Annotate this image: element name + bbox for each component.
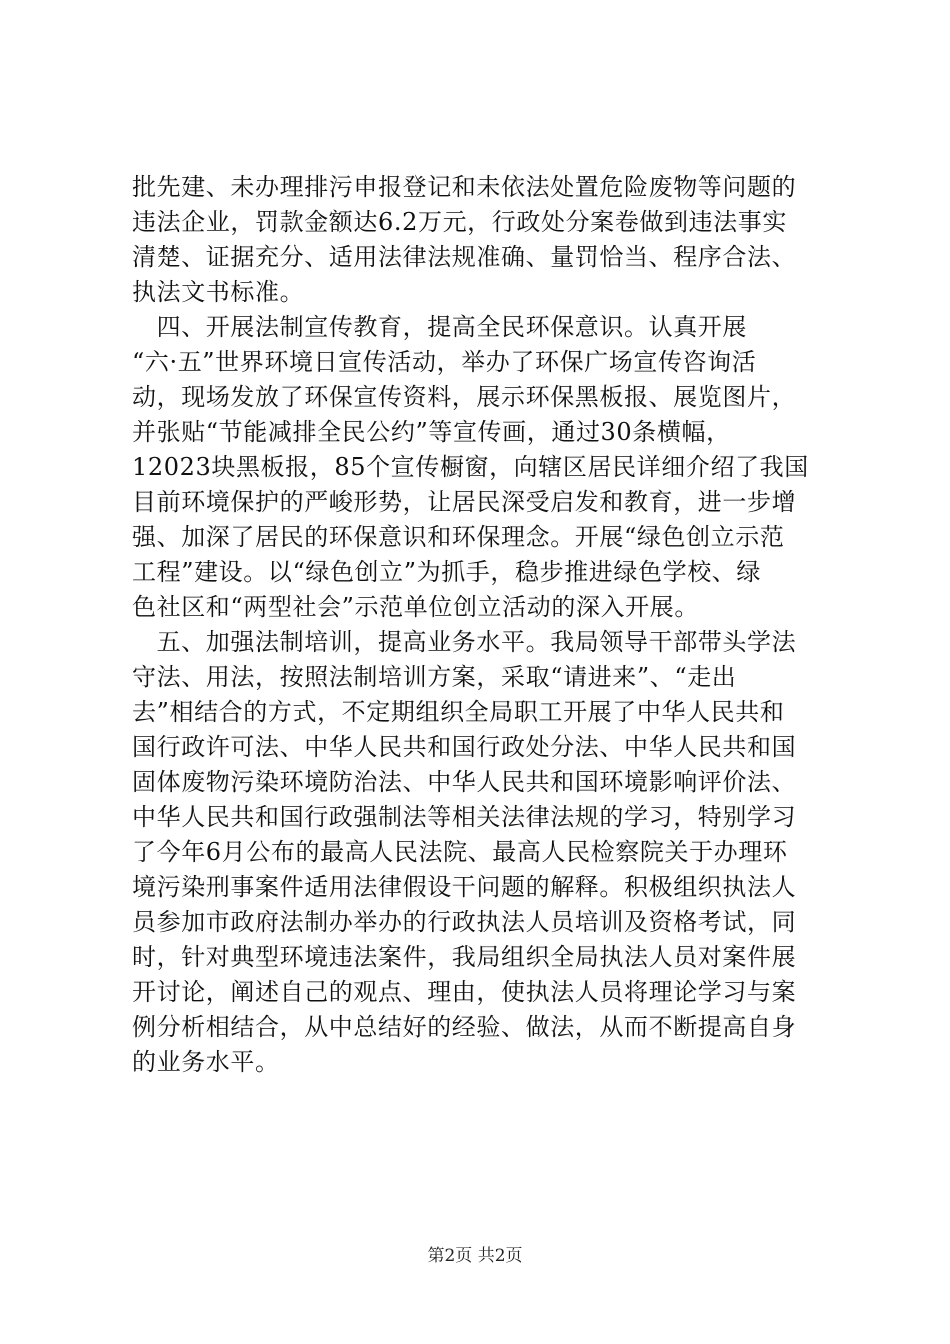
text-line: 目前环境保护的严峻形势，让居民深受启发和教育，进一步增 bbox=[132, 488, 797, 516]
text-line: 12023块黑板报，85个宣传橱窗，向辖区居民详细介绍了我国 bbox=[132, 453, 809, 481]
text-line: 五、加强法制培训，提高业务水平。我局领导干部带头学法 bbox=[132, 628, 797, 656]
page-footer bbox=[0, 1244, 950, 1268]
text-line: 境污染刑事案件适用法律假设干问题的解释。积极组织执法人 bbox=[132, 873, 797, 901]
page-number: 第2页 共2页 bbox=[427, 1246, 523, 1266]
text-line: 固体废物污染环境防治法、中华人民共和国环境影响评价法、 bbox=[132, 768, 797, 796]
text-line: “六·五”世界环境日宣传活动，举办了环保广场宣传咨询活 bbox=[132, 348, 757, 376]
text-line: 违法企业，罚款金额达6.2万元，行政处分案卷做到违法事实 bbox=[132, 208, 787, 236]
text-line: 清楚、证据充分、适用法律法规准确、量罚恰当、程序合法、 bbox=[132, 243, 797, 271]
text-line: 批先建、未办理排污申报登记和未依法处置危险废物等问题的 bbox=[132, 173, 797, 201]
text-line: 开讨论，阐述自己的观点、理由，使执法人员将理论学习与案 bbox=[132, 978, 797, 1006]
text-line: 执法文书标准。 bbox=[132, 278, 305, 306]
text-line: 了今年6月公布的最高人民法院、最高人民检察院关于办理环 bbox=[132, 838, 788, 866]
text-line: 中华人民共和国行政强制法等相关法律法规的学习，特别学习 bbox=[132, 803, 797, 831]
text-line: 的业务水平。 bbox=[132, 1048, 280, 1076]
text-line: 工程”建设。以“绿色创立”为抓手，稳步推进绿色学校、绿 bbox=[132, 558, 762, 586]
text-line: 员参加市政府法制办举办的行政执法人员培训及资格考试，同 bbox=[132, 908, 797, 936]
document-body bbox=[132, 170, 830, 1080]
text-line: 色社区和“两型社会”示范单位创立活动的深入开展。 bbox=[132, 593, 699, 621]
text-line: 四、开展法制宣传教育，提高全民环保意识。认真开展 bbox=[132, 313, 747, 341]
text-line: 强、加深了居民的环保意识和环保理念。开展“绿色创立示范 bbox=[132, 523, 785, 551]
text-line: 例分析相结合，从中总结好的经验、做法，从而不断提高自身 bbox=[132, 1013, 797, 1041]
text-line: 动，现场发放了环保宣传资料，展示环保黑板报、展览图片， bbox=[132, 383, 797, 411]
text-line: 守法、用法，按照法制培训方案，采取“请进来”、“走出 bbox=[132, 663, 737, 691]
text-line: 去”相结合的方式，不定期组织全局职工开展了中华人民共和 bbox=[132, 698, 785, 726]
text-line: 国行政许可法、中华人民共和国行政处分法、中华人民共和国 bbox=[132, 733, 797, 761]
text-line: 并张贴“节能减排全民公约”等宣传画，通过30条横幅， bbox=[132, 418, 731, 446]
text-line: 时，针对典型环境违法案件，我局组织全局执法人员对案件展 bbox=[132, 943, 797, 971]
